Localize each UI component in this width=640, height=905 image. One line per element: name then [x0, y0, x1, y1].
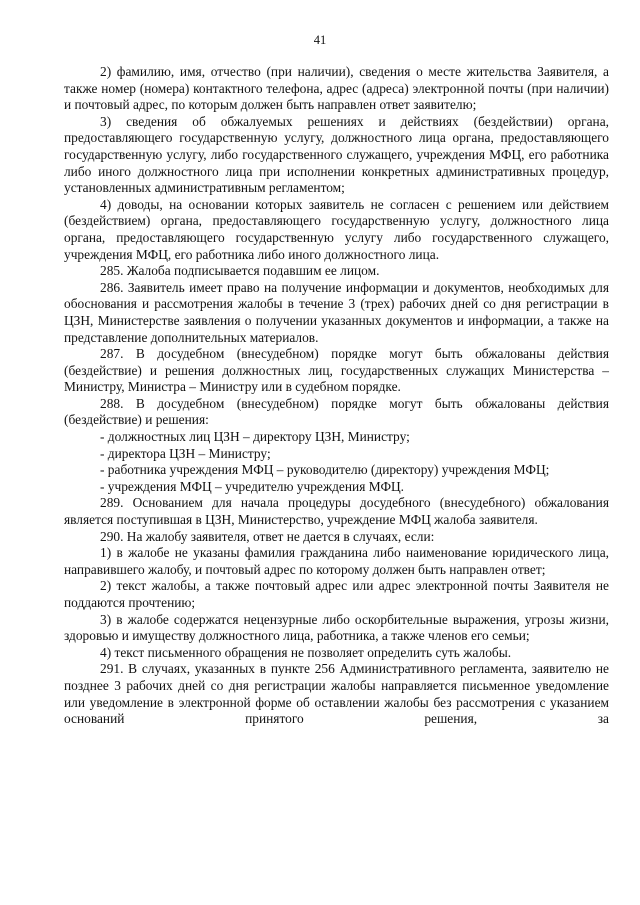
list-item-mfc-worker: - работника учреждения МФЦ – руководителю (директору) учреждения МФЦ; [100, 462, 550, 478]
paragraph-291: 291. В случаях, указанных в пункте 256 Административного регламента, заявителю не позднее 3 рабочих дней со дня регистрации жалобы направляется письменное уведомление или уведомление в электронной форме об оставлении жалобы без рассмотрения с указанием оснований принятого решения, за [64, 661, 609, 727]
paragraph-288: 288. В досудебном (внесудебном) порядке могут быть обжалованы действия (бездействие) и решения: [64, 395, 609, 428]
paragraph-290-item-1: 1) в жалобе не указаны фамилия гражданина либо наименование юридического лица, направившего жалобу, и почтовый адрес по которому должен быть направлен ответ; [64, 545, 609, 577]
list-item-cszn-officials: - должностных лиц ЦЗН – директору ЦЗН, Министру; [100, 429, 410, 445]
list-item-mfc-institution: - учреждения МФЦ – учредителю учреждения МФЦ. [100, 478, 405, 494]
list-item-cszn-director: - директора ЦЗН – Министру; [100, 445, 271, 461]
paragraph-290: 290. На жалобу заявителя, ответ не дается в случаях, если: [100, 528, 435, 544]
paragraph-286: 286. Заявитель имеет право на получение информации и документов, необходимых для обоснования и рассмотрения жалобы в течение 3 (трех) рабочих дней со дня регистрации в ЦЗН, Министерстве заявления о получении указанных документов и информации, а также на представление дополнительных материалов. [64, 279, 609, 345]
document-body [64, 64, 609, 728]
paragraph-290-item-3: 3) в жалобе содержатся нецензурные либо оскорбительные выражения, угрозы жизни, здоровью и имуществу должностного лица, работника, а также членов его семьи; [64, 611, 609, 644]
paragraph-290-item-4: 4) текст письменного обращения не позволяет определить суть жалобы. [100, 644, 512, 660]
paragraph-289: 289. Основанием для начала процедуры досудебного (внесудебного) обжалования является поступившая в ЦЗН, Министерство, учреждение МФЦ жалоба заявителя. [64, 495, 609, 528]
paragraph-item-4: 4) доводы, на основании которых заявитель не согласен с решением или действием (бездействием) органа, предоставляющего государственную услугу, должностного лица органа, предоставляющего государственную услугу либо государственного служащего, учреждения МФЦ, его работника либо иного должностного лица. [64, 196, 609, 262]
paragraph-item-2: 2) фамилию, имя, отчество (при наличии), сведения о месте жительства Заявителя, а также номер (номера) контактного телефона, адрес (адреса) электронной почты (при наличии) и почтовый адрес, по которым должен быть направлен ответ заявителю; [64, 64, 609, 113]
paragraph-290-item-2: 2) текст жалобы, а также почтовый адрес или адрес электронной почты Заявителя не поддаются прочтению; [64, 578, 609, 610]
paragraph-287: 287. В досудебном (внесудебном) порядке могут быть обжалованы действия (бездействие) и решения должностных лиц, государственных служащих Министерства – Министру, Министра – Министру или в судебном порядке. [64, 346, 609, 395]
paragraph-285: 285. Жалоба подписывается подавшим ее лицом. [100, 263, 380, 279]
page-number: 41 [313, 33, 327, 47]
paragraph-item-3: 3) сведения об обжалуемых решениях и действиях (бездействии) органа, предоставляющего государственную услугу, должностного лица органа, предоставляющего государственную услугу, либо государственного служащего, учреждения МФЦ, его работника либо иного должностного лица при исполнении конкретных административных процедур, установленных административным регламентом; [64, 113, 609, 196]
